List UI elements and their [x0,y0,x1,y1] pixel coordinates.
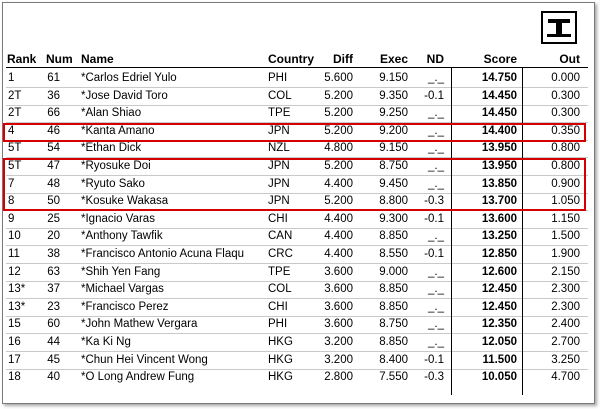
table-row [0,228,600,245]
cell-name: *Ryuto Sako [81,177,145,190]
cell-rank: 2T [8,107,22,120]
cell-name: *Shih Yen Fang [81,265,161,278]
cell-nd: -0.1 [424,89,444,102]
cell-diff: 4.400 [324,177,353,190]
cell-exec: 8.400 [379,353,408,366]
cell-country: JPN [268,177,290,190]
highlight-box-jpn-group [3,158,586,211]
cell-diff: 3.600 [324,265,353,278]
cell-name: *Kosuke Wakasa [81,195,169,208]
cell-rank: 13* [8,300,26,313]
cell-rank: 11 [8,248,20,260]
cell-diff: 4.400 [324,248,353,260]
cell-nd: _._ [428,142,444,155]
cell-country: PHI [268,72,288,84]
cell-score: 14.450 [481,89,517,102]
cell-name: *Ignacio Varas [81,212,155,225]
cell-num: 61 [47,72,60,84]
cell-rank: 18 [8,371,21,384]
header-num: Num [46,52,73,66]
cell-name: *Francisco Antonio Acuna Flaqu [81,248,245,260]
cell-name: *Alan Shiao [81,107,142,120]
cell-country: COL [268,89,292,102]
cell-nd: _._ [428,318,444,331]
cell-country: TPE [268,107,291,120]
cell-diff: 3.600 [324,300,353,313]
cell-diff: 3.200 [324,336,353,348]
cell-num: 48 [47,177,60,190]
cell-num: 37 [47,283,60,296]
cell-exec: 9.450 [379,177,408,190]
cell-name: *John Mathew Vergara [81,318,198,331]
cell-score: 13.950 [481,142,517,155]
table-row [0,70,600,87]
cell-out: 0.800 [551,160,580,172]
cell-country: JPN [268,160,290,172]
cell-diff: 4.800 [324,142,353,155]
cell-diff: 5.200 [324,195,353,208]
cell-name: *Jose David Toro [81,89,168,102]
cell-out: 1.900 [551,248,580,260]
cell-out: 0.350 [551,124,580,137]
header-country: Country [268,52,314,66]
score-column-divider-right [522,67,523,395]
cell-country: HKG [268,371,293,384]
cell-out: 1.050 [551,195,580,208]
cell-rank: 4 [8,124,15,137]
cell-rank: 5T [8,142,22,155]
cell-exec: 8.750 [379,160,408,172]
cell-diff: 4.400 [324,212,353,225]
table-row [0,299,600,316]
cell-score: 12.450 [481,283,517,296]
cell-num: 54 [47,142,60,155]
cell-num: 36 [47,89,60,102]
cell-country: NZL [268,142,290,155]
cell-rank: 5T [8,160,22,172]
cell-country: JPN [268,195,290,208]
cell-score: 14.450 [481,107,517,120]
cell-name: *Francisco Perez [81,300,169,313]
cell-num: 50 [47,195,60,208]
cell-exec: 7.550 [379,371,408,384]
cell-name: *Ryosuke Doi [81,160,151,172]
cell-num: 60 [47,318,60,331]
cell-country: TPE [268,265,291,278]
cell-score: 13.950 [481,160,517,172]
cell-out: 2.700 [551,336,580,348]
cell-nd: -0.3 [424,195,444,208]
cell-diff: 3.600 [324,318,353,331]
table-row [0,352,600,369]
cell-diff: 3.200 [324,353,353,366]
table-row [0,211,600,228]
cell-diff: 5.200 [324,160,353,172]
cell-num: 40 [47,371,60,384]
cell-score: 13.250 [481,230,517,243]
cell-num: 44 [47,336,60,348]
table-row [0,281,600,298]
table-row [0,316,600,333]
cell-score: 12.450 [481,300,517,313]
cell-rank: 12 [8,265,21,278]
cell-rank: 7 [8,177,15,190]
cell-exec: 8.550 [379,248,408,260]
cell-nd: -0.3 [424,371,444,384]
cell-score: 13.850 [481,177,517,190]
cell-rank: 8 [8,195,15,208]
cell-rank: 10 [8,230,21,243]
cell-out: 0.900 [551,177,580,190]
cell-out: 0.300 [551,89,580,102]
cell-score: 14.400 [481,124,517,137]
cell-exec: 9.200 [379,124,408,137]
cell-nd: _._ [428,124,444,137]
cell-num: 25 [47,212,60,225]
cell-exec: 8.850 [379,336,408,348]
cell-score: 11.500 [482,353,517,366]
cell-country: CRC [268,248,293,260]
cell-country: CHI [268,300,288,313]
cell-score: 10.050 [481,371,517,384]
header-exec: Exec [379,52,408,66]
cell-name: *Ethan Dick [81,142,142,155]
cell-num: 23 [47,300,60,313]
cell-country: CAN [268,230,293,243]
table-row [0,334,600,351]
cell-rank: 9 [8,212,15,225]
judge-panel-logo-icon [541,11,577,44]
cell-diff: 5.600 [324,72,353,84]
cell-nd: _._ [428,160,444,172]
cell-nd: -0.1 [424,212,444,225]
cell-out: 4.700 [551,371,580,384]
score-column-divider-left [451,67,452,395]
cell-exec: 9.150 [379,72,408,84]
cell-name: *Anthony Tawfik [81,230,163,243]
cell-rank: 1 [8,72,15,84]
header-diff: Diff [333,52,353,66]
cell-out: 2.300 [551,283,580,296]
cell-country: COL [268,283,292,296]
cell-score: 12.050 [481,336,517,348]
cell-num: 20 [47,230,60,243]
cell-score: 12.850 [481,248,517,260]
cell-diff: 2.800 [324,371,353,384]
cell-rank: 2T [8,89,22,102]
cell-exec: 9.250 [379,107,408,120]
cell-nd: _._ [428,336,444,348]
table-row [0,88,600,105]
cell-out: 0.000 [551,72,580,84]
header-score: Score [483,52,517,66]
cell-num: 45 [47,353,60,366]
cell-diff: 3.600 [324,283,353,296]
header-out: Out [559,52,580,66]
highlight-box-amano [3,123,586,142]
table-row [0,246,600,263]
cell-exec: 8.850 [379,300,408,313]
cell-nd: _._ [428,265,444,278]
cell-country: CHI [268,212,288,225]
cell-num: 47 [47,160,60,172]
cell-nd: _._ [428,283,444,296]
cell-score: 12.600 [481,265,517,278]
cell-rank: 13* [8,283,26,296]
cell-nd: _._ [428,177,444,190]
cell-diff: 5.200 [324,124,353,137]
cell-num: 46 [47,124,60,137]
cell-nd: _._ [428,107,444,120]
cell-score: 12.350 [481,318,517,331]
cell-diff: 5.200 [324,107,353,120]
cell-out: 2.300 [551,300,580,313]
cell-out: 1.500 [551,230,580,243]
cell-name: *Chun Hei Vincent Wong [81,353,208,366]
cell-name: *O Long Andrew Fung [81,371,195,384]
cell-nd: -0.1 [424,248,444,260]
cell-out: 2.400 [551,318,580,331]
cell-exec: 8.850 [379,283,408,296]
cell-nd: _._ [428,72,444,84]
header-rank: Rank [7,52,37,66]
cell-name: *Kanta Amano [81,124,155,137]
cell-score: 13.600 [481,212,517,225]
cell-score: 14.750 [481,72,517,84]
cell-name: *Carlos Edriel Yulo [81,72,177,84]
cell-rank: 16 [8,336,21,348]
cell-exec: 9.150 [379,142,408,155]
cell-country: HKG [268,336,293,348]
header-name: Name [81,52,114,66]
header-divider [6,67,588,68]
cell-out: 0.800 [551,142,580,155]
cell-nd: -0.1 [424,353,444,366]
cell-name: *Ka Ki Ng [81,336,131,348]
cell-exec: 9.000 [379,265,408,278]
table-row [0,369,600,386]
cell-nd: _._ [428,300,444,313]
cell-exec: 8.850 [379,230,408,243]
cell-out: 2.150 [551,265,580,278]
cell-rank: 15 [8,318,21,331]
table-row [0,264,600,281]
cell-diff: 5.200 [324,89,353,102]
cell-num: 66 [47,107,60,120]
cell-exec: 9.300 [379,212,408,225]
cell-country: PHI [268,318,288,331]
cell-diff: 4.400 [324,230,353,243]
header-nd: ND [426,52,444,66]
cell-name: *Michael Vargas [81,283,164,296]
cell-out: 3.250 [551,353,580,366]
cell-country: JPN [268,124,290,137]
cell-rank: 17 [8,353,21,366]
cell-out: 0.300 [551,107,580,120]
cell-nd: _._ [428,230,444,243]
cell-num: 38 [47,248,60,260]
table-row [0,105,600,122]
cell-score: 13.700 [481,195,517,208]
cell-out: 1.150 [551,212,580,225]
table-row [0,140,600,157]
cell-exec: 8.800 [379,195,408,208]
cell-exec: 9.350 [379,89,408,102]
cell-num: 63 [47,265,60,278]
cell-country: HKG [268,353,293,366]
cell-exec: 8.750 [379,318,408,331]
